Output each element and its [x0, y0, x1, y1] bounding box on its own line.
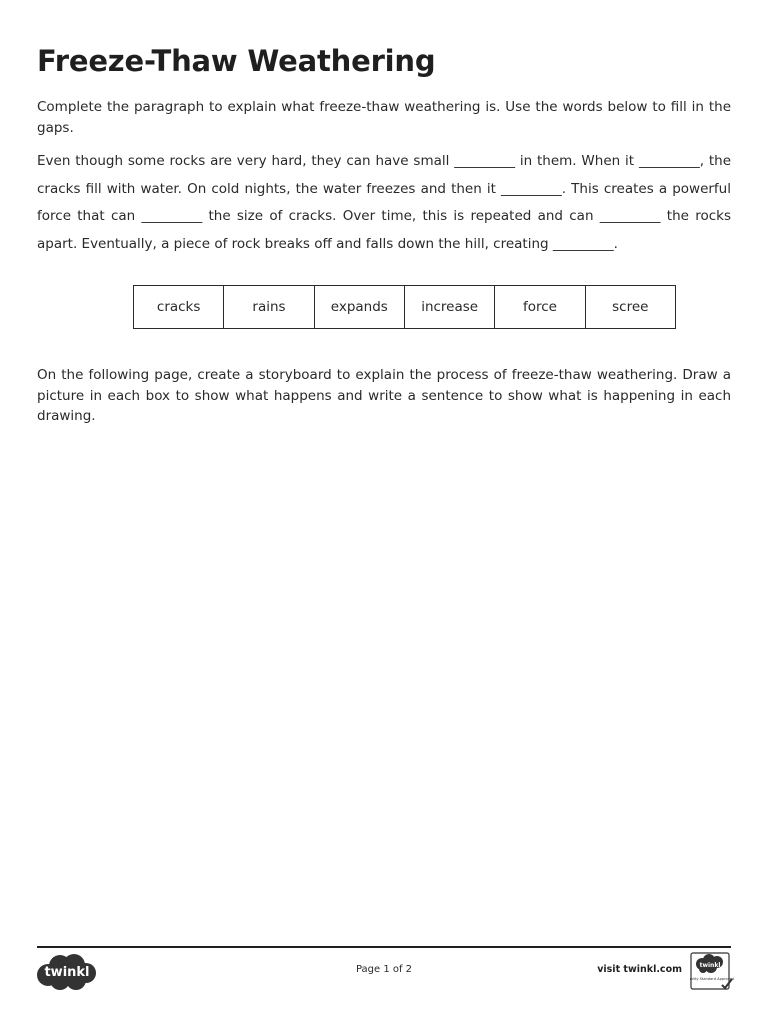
- word-bank-cell: force: [495, 286, 585, 328]
- quality-badge: [690, 952, 734, 996]
- word-bank-cell: rains: [224, 286, 314, 328]
- page-number: Page 1 of 2: [355, 964, 413, 975]
- cloze-paragraph: Even though some rocks are very hard, they can have small _________ in them. When it _________, the cracks fill with water. On cold nights, the water freezes and then it _________. This creates a powerful force that can _________ the size of cracks. Over time, this is repeated and can _________ the rocks apart. Eventually, a piece of rock breaks off and falls down the hill, creating _________.: [37, 153, 731, 252]
- footer-divider: [37, 946, 731, 948]
- instructions-text: Complete the paragraph to explain what freeze-thaw weathering is. Use the words below to fill in the gaps.: [37, 99, 731, 136]
- word-bank-cell: increase: [405, 286, 495, 328]
- word-bank-cell: expands: [315, 286, 405, 328]
- logo-text: twinkl: [44, 965, 90, 980]
- word-bank-cell: cracks: [134, 286, 224, 328]
- word-bank-table: [133, 285, 676, 329]
- badge-caption: Quality Standard Approved: [690, 977, 734, 981]
- badge-text: twinkl: [699, 962, 721, 969]
- word-bank-cell: scree: [612, 299, 649, 315]
- site-link[interactable]: visit twinkl.com: [597, 964, 682, 975]
- storyboard-instructions: On the following page, create a storyboard to explain the process of freeze-thaw weathering. Draw a picture in each box to show what happens and write a sentence to show what is happening in each drawing.: [37, 367, 731, 424]
- page-title: Freeze-Thaw Weathering: [37, 44, 436, 78]
